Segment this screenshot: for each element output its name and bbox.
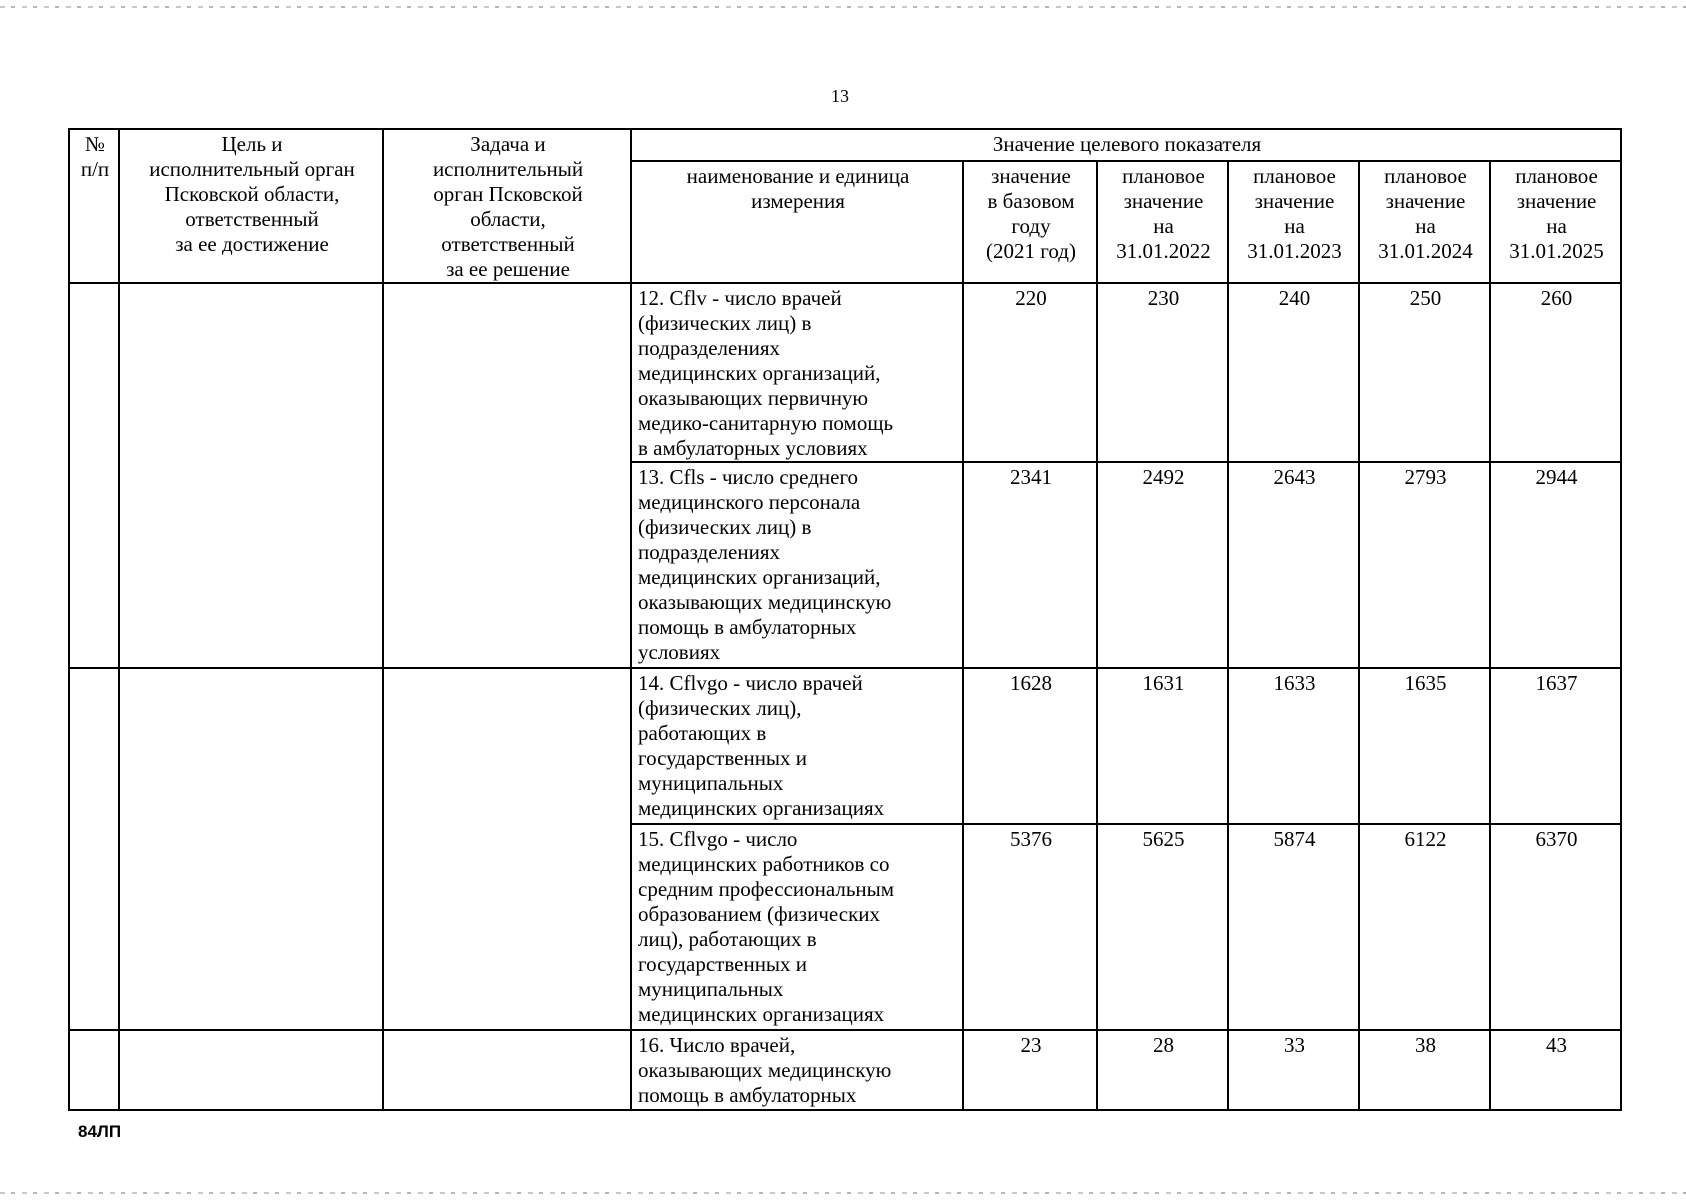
header-task: Задача и исполнительный орган Псковской области, ответственный за ее решение	[383, 129, 631, 283]
base-value-cell: 220	[963, 283, 1097, 462]
goal-cell	[119, 668, 383, 1030]
task-cell	[383, 1030, 631, 1110]
plan-2023-cell: 240	[1228, 283, 1359, 462]
plan-2025-cell: 6370	[1490, 824, 1621, 1030]
plan-2024-cell: 2793	[1359, 462, 1490, 668]
document-code: 84ЛП	[78, 1122, 122, 1141]
header-plan-2025: плановое значение на 31.01.2025	[1490, 161, 1621, 283]
num-cell	[69, 668, 119, 1030]
header-num: № п/п	[69, 129, 119, 283]
num-cell	[69, 283, 119, 668]
base-value-cell: 23	[963, 1030, 1097, 1110]
page-number: 13	[831, 86, 849, 106]
plan-2022-cell: 2492	[1097, 462, 1228, 668]
table-row	[69, 1030, 1621, 1110]
base-value-cell: 1628	[963, 668, 1097, 824]
header-plan-2022: плановое значение на 31.01.2022	[1097, 161, 1228, 283]
plan-2023-cell: 2643	[1228, 462, 1359, 668]
indicator-name-cell: 15. Cflvgo - число медицинских работников со средним профессиональным образованием (физических лиц), работающих в государственных и муниципальных медицинских организациях	[631, 824, 963, 1030]
plan-2023-cell: 33	[1228, 1030, 1359, 1110]
indicator-name-cell: 13. Cfls - число среднего медицинского персонала (физических лиц) в подразделениях медицинских организаций, оказывающих медицинскую помощь в амбулаторных условиях	[631, 462, 963, 668]
header-plan-2023: плановое значение на 31.01.2023	[1228, 161, 1359, 283]
plan-2024-cell: 1635	[1359, 668, 1490, 824]
goal-cell	[119, 1030, 383, 1110]
plan-2022-cell: 28	[1097, 1030, 1228, 1110]
table-row	[69, 283, 1621, 462]
num-cell	[69, 1030, 119, 1110]
base-value-cell: 5376	[963, 824, 1097, 1030]
base-value-cell: 2341	[963, 462, 1097, 668]
task-cell	[383, 668, 631, 1030]
indicators-table	[68, 128, 1622, 1111]
plan-2022-cell: 1631	[1097, 668, 1228, 824]
goal-cell	[119, 283, 383, 668]
plan-2023-cell: 5874	[1228, 824, 1359, 1030]
plan-2024-cell: 38	[1359, 1030, 1490, 1110]
header-name-unit: наименование и единица измерения	[631, 161, 963, 283]
plan-2022-cell: 230	[1097, 283, 1228, 462]
table-row	[69, 668, 1621, 824]
plan-2025-cell: 260	[1490, 283, 1621, 462]
plan-2024-cell: 250	[1359, 283, 1490, 462]
plan-2024-cell: 6122	[1359, 824, 1490, 1030]
scan-edge-top	[0, 6, 1686, 8]
task-cell	[383, 283, 631, 668]
indicator-name-cell: 16. Число врачей, оказывающих медицинскую помощь в амбулаторных	[631, 1030, 963, 1110]
plan-2023-cell: 1633	[1228, 668, 1359, 824]
header-goal: Цель и исполнительный орган Псковской области, ответственный за ее достижение	[119, 129, 383, 283]
header-plan-2024: плановое значение на 31.01.2024	[1359, 161, 1490, 283]
indicator-name-cell: 12. Cflv - число врачей (физических лиц) в подразделениях медицинских организаций, оказывающих первичную медико-санитарную помощь в амбулаторных условиях	[631, 283, 963, 462]
header-row-1	[69, 129, 1621, 161]
indicator-name-cell: 14. Cflvgo - число врачей (физических лиц), работающих в государственных и муниципальных медицинских организациях	[631, 668, 963, 824]
plan-2022-cell: 5625	[1097, 824, 1228, 1030]
plan-2025-cell: 1637	[1490, 668, 1621, 824]
header-base-value: значение в базовом году (2021 год)	[963, 161, 1097, 283]
plan-2025-cell: 43	[1490, 1030, 1621, 1110]
scan-edge-bottom	[0, 1192, 1686, 1194]
plan-2025-cell: 2944	[1490, 462, 1621, 668]
header-target-group: Значение целевого показателя	[631, 129, 1621, 161]
